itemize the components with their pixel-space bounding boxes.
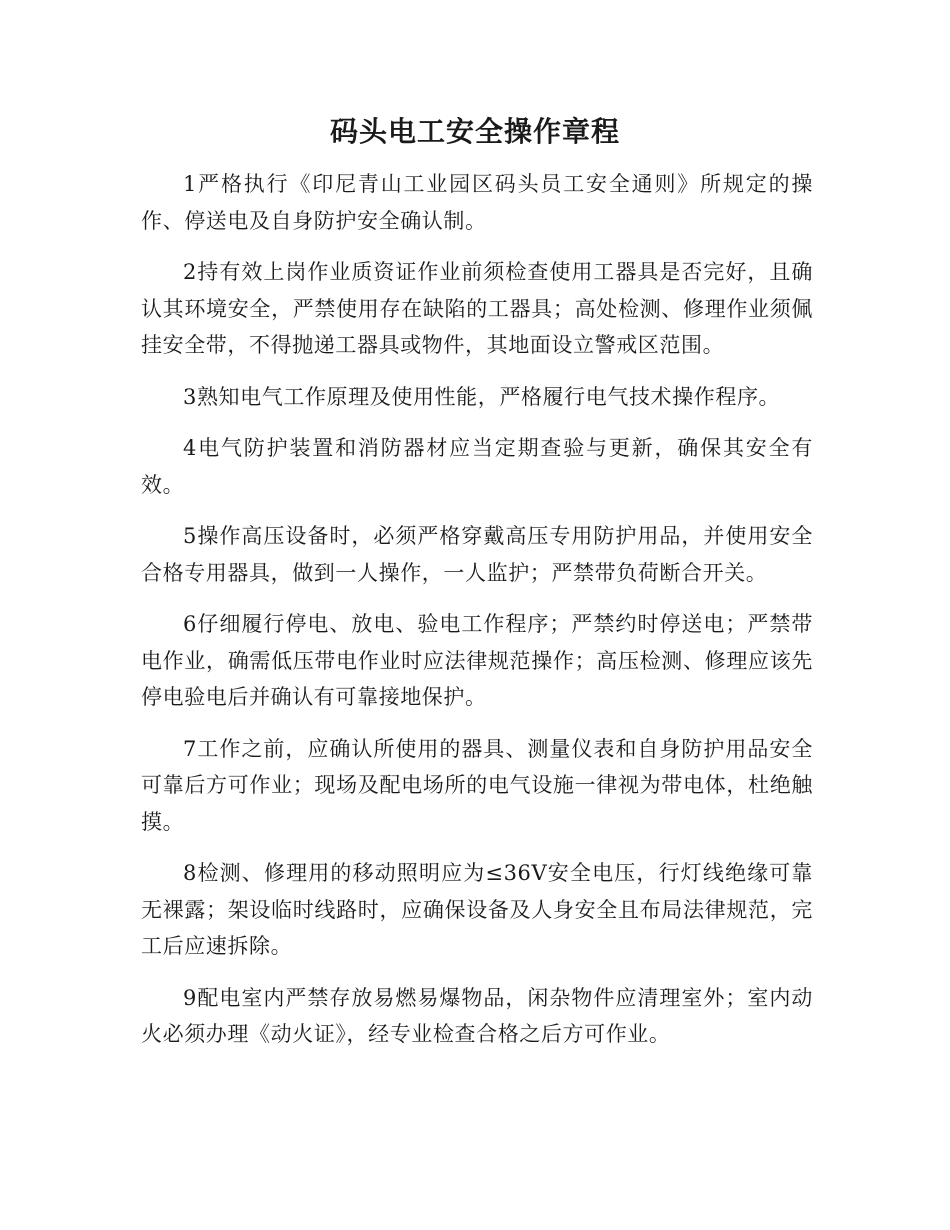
rule-paragraph-3: 3熟知电气工作原理及使用性能，严格履行电气技术操作程序。 [183,384,781,409]
rule-paragraph-5: 5操作高压设备时，必须严格穿戴高压专用防护用品，并使用安全合格专用器具，做到一人操作，一人监护；严禁带负荷断合开关。 [141,524,813,585]
rule-paragraph-8: 8检测、修理用的移动照明应为≤36V安全电压，行灯线绝缘可靠无裸露；架设临时线路时，应确保设备及人身安全且布局法律规范，完工后应速拆除。 [141,861,813,958]
rule-paragraph-9: 9配电室内严禁存放易燃易爆物品，闲杂物件应清理室外；室内动火必须办理《动火证》，经专业检查合格之后方可作业。 [141,985,813,1046]
rule-paragraph-6: 6仔细履行停电、放电、验电工作程序；严禁约时停送电；严禁带电作业，确需低压带电作业时应法律规范操作；高压检测、修理应该先停电验电后并确认有可靠接地保护。 [141,612,813,709]
document-title: 码头电工安全操作章程 [329,115,620,148]
document-body [141,166,813,1068]
rule-paragraph-4: 4电气防护装置和消防器材应当定期查验与更新，确保其安全有效。 [141,436,813,497]
rule-paragraph-2: 2持有效上岗作业质资证作业前须检查使用工器具是否完好，且确认其环境安全，严禁使用存在缺陷的工器具；高处检测、修理作业须佩挂安全带，不得抛递工器具或物件，其地面设立警戒区范围。 [141,260,813,357]
rule-paragraph-7: 7工作之前，应确认所使用的器具、测量仪表和自身防护用品安全可靠后方可作业；现场及配电场所的电气设施一律视为带电体，杜绝触摸。 [141,736,813,834]
rule-paragraph-1: 1严格执行《印尼青山工业园区码头员工安全通则》所规定的操作、停送电及自身防护安全确认制。 [141,172,813,233]
